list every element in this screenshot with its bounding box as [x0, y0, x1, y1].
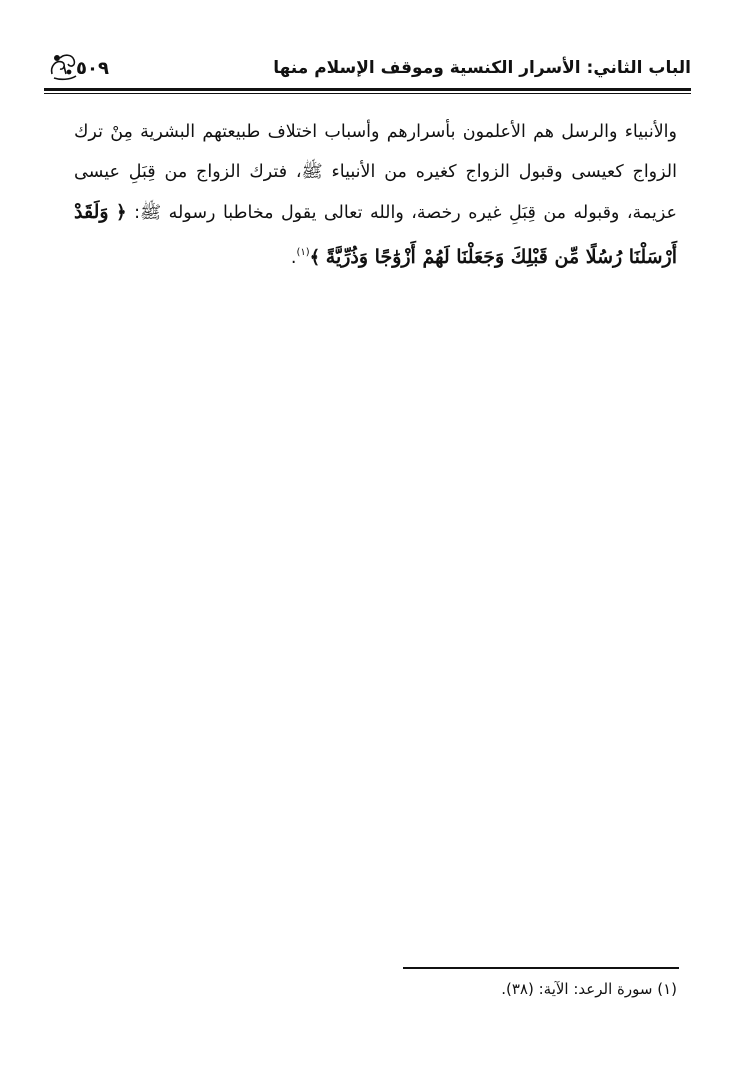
main-paragraph — [74, 112, 677, 278]
quran-open-bracket: ﴿ — [116, 202, 127, 223]
footnote-separator — [403, 967, 679, 969]
header-rule-thick — [44, 88, 691, 91]
footnote-reference: (١) — [296, 247, 310, 258]
page-number: ٥٠٩ — [76, 58, 109, 79]
running-header — [44, 48, 691, 88]
header-rule-thin — [44, 93, 691, 94]
footnote-text: (١) سورة الرعد: الآية: (٣٨). — [501, 980, 677, 998]
paragraph-end: . — [290, 248, 297, 268]
quran-close-bracket: ﴾ — [309, 247, 321, 268]
quran-verse: وَلَقَدْ أَرْسَلْنَا رُسُلًا مِّن قَبْلِكَ وَجَعَلْنَا لَهُمْ أَزْوَٰجًا وَذُرِّيَّةً — [74, 201, 677, 268]
floral-ornament-icon — [48, 52, 82, 82]
chapter-title: الباب الثاني: الأسرار الكنسية وموقف الإسلام منها — [273, 58, 691, 78]
paragraph-text: والأنبياء والرسل هم الأعلمون بأسرارهم وأسباب اختلاف طبيعتهم البشرية مِنْ ترك الزواج كعيسى وقبول الزواج كغيره من الأنبياء ﷺ، فترك الزواج من قِبَلِ عيسى عزيمة، وقبوله من قِبَلِ غيره رخصة، والله تعالى يقول مخاطبا رسوله ﷺ: — [74, 122, 677, 223]
